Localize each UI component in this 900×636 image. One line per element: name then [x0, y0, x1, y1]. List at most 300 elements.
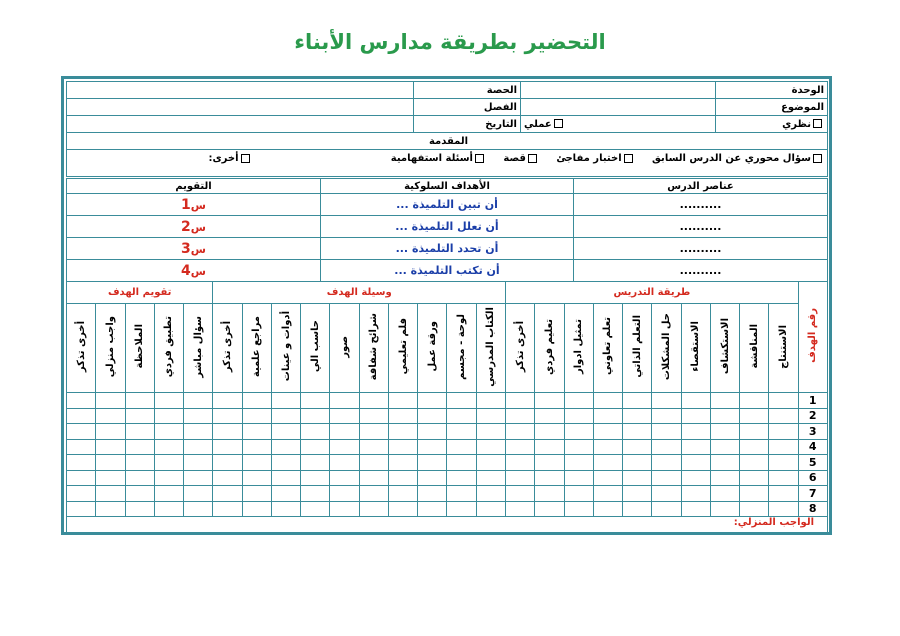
grid-cell[interactable]: [623, 455, 652, 471]
grid-cell[interactable]: [710, 439, 739, 455]
grid-cell[interactable]: [67, 455, 96, 471]
means-header: [330, 304, 359, 393]
eval-title: تقويم الهدف: [67, 282, 213, 304]
grid-cell[interactable]: [652, 424, 681, 440]
page-title: التحضير بطريقة مدارس الأبناء: [294, 30, 606, 54]
grid-cell[interactable]: [447, 439, 476, 455]
row-number: 3: [798, 424, 827, 440]
grid-cell[interactable]: [506, 439, 535, 455]
element-dots[interactable]: ..........: [574, 194, 828, 216]
grid-cell[interactable]: [535, 393, 564, 409]
grid-cell[interactable]: [476, 408, 505, 424]
grid-cell[interactable]: [769, 439, 798, 455]
grid-cell[interactable]: [242, 455, 271, 471]
grid-cell[interactable]: [535, 424, 564, 440]
grid-row: [67, 501, 828, 517]
eval-header-label: سؤال مباشر: [192, 315, 204, 378]
grid-cell[interactable]: [418, 408, 447, 424]
grid-cell[interactable]: [330, 470, 359, 486]
grid-cell[interactable]: [623, 408, 652, 424]
grid-cell[interactable]: [740, 393, 769, 409]
grid-cell[interactable]: [652, 408, 681, 424]
grid-cell[interactable]: [506, 501, 535, 517]
grid-cell[interactable]: [67, 501, 96, 517]
grid-cell[interactable]: [476, 393, 505, 409]
grid-cell[interactable]: [67, 486, 96, 502]
method-header: [769, 304, 798, 393]
q-prefix: س: [190, 242, 206, 256]
grid-cell[interactable]: [769, 455, 798, 471]
grid-cell[interactable]: [330, 408, 359, 424]
means-header: [271, 304, 300, 393]
means-header: [359, 304, 388, 393]
grid-cell[interactable]: [564, 408, 593, 424]
grid-cell[interactable]: [359, 408, 388, 424]
means-header-label: أدوات و عينات: [280, 311, 292, 382]
grid-cell[interactable]: [96, 408, 125, 424]
grid-cell[interactable]: [506, 470, 535, 486]
grid-cell[interactable]: [242, 501, 271, 517]
grid-cell[interactable]: [564, 486, 593, 502]
grid-cell[interactable]: [359, 455, 388, 471]
grid-cell[interactable]: [710, 501, 739, 517]
grid-cell[interactable]: [359, 470, 388, 486]
grid-cell[interactable]: [184, 393, 213, 409]
grid-cell[interactable]: [623, 393, 652, 409]
q4-label: أسئلة استفهامية: [390, 153, 473, 164]
grid-cell[interactable]: [740, 486, 769, 502]
grid-cell[interactable]: [564, 501, 593, 517]
row-number: 5: [798, 455, 827, 471]
q5-label: أخرى:: [208, 153, 239, 164]
method-header: [506, 304, 535, 393]
row-number: 6: [798, 470, 827, 486]
grid-cell[interactable]: [535, 455, 564, 471]
grid-cell[interactable]: [301, 470, 330, 486]
practical-option[interactable]: [521, 116, 716, 133]
grid-cell[interactable]: [184, 455, 213, 471]
method-header-label: أخرى تذكر: [514, 320, 526, 373]
grid-cell[interactable]: [593, 486, 622, 502]
grid-cell[interactable]: [476, 439, 505, 455]
grid-cell[interactable]: [154, 393, 183, 409]
grid-cell[interactable]: [652, 455, 681, 471]
method-header: [535, 304, 564, 393]
grid-cell[interactable]: [271, 501, 300, 517]
means-header: [388, 304, 417, 393]
grid-cell[interactable]: [506, 393, 535, 409]
grid-cell[interactable]: [769, 424, 798, 440]
grid-cell[interactable]: [476, 455, 505, 471]
grid-cell[interactable]: [301, 501, 330, 517]
grid-cell[interactable]: [681, 408, 710, 424]
practical-checkbox[interactable]: [554, 119, 563, 128]
grade-field[interactable]: [67, 99, 414, 116]
grid-cell[interactable]: [213, 486, 242, 502]
date-label: التاريخ: [414, 116, 521, 133]
grid-cell[interactable]: [593, 455, 622, 471]
grid-cell[interactable]: [388, 408, 417, 424]
grid-cell[interactable]: [769, 408, 798, 424]
grid-cell[interactable]: [359, 424, 388, 440]
grid-cell[interactable]: [623, 486, 652, 502]
grid-cell[interactable]: [447, 470, 476, 486]
method-header-label: الاستكشاف: [719, 318, 731, 375]
method-header: [740, 304, 769, 393]
grid-row: [67, 393, 828, 409]
grid-cell[interactable]: [388, 470, 417, 486]
q1-label: سؤال محوري عن الدرس السابق: [652, 153, 811, 164]
grid-cell[interactable]: [67, 408, 96, 424]
grid-cell[interactable]: [535, 439, 564, 455]
eval-header-label: واجب منزلي: [104, 315, 116, 378]
eval-header: [125, 304, 154, 393]
grid-cell[interactable]: [418, 424, 447, 440]
grid-cell[interactable]: [242, 486, 271, 502]
grid-cell[interactable]: [213, 501, 242, 517]
grid-cell[interactable]: [359, 501, 388, 517]
grid-cell[interactable]: [418, 455, 447, 471]
grid-cell[interactable]: [506, 408, 535, 424]
grid-cell[interactable]: [447, 424, 476, 440]
theoretical-option[interactable]: [716, 116, 828, 133]
grid-cell[interactable]: [388, 393, 417, 409]
grid-cell[interactable]: [681, 424, 710, 440]
grid-cell[interactable]: [681, 393, 710, 409]
grid-cell[interactable]: [184, 501, 213, 517]
grid-cell[interactable]: [213, 455, 242, 471]
grid-cell[interactable]: [359, 439, 388, 455]
grid-cell[interactable]: [535, 470, 564, 486]
method-header-label: تمثيل ادوار: [573, 319, 585, 374]
grid-row: [67, 470, 828, 486]
q-prefix: س: [190, 198, 206, 212]
grid-cell[interactable]: [96, 501, 125, 517]
grid-cell[interactable]: [271, 408, 300, 424]
grid-cell[interactable]: [271, 486, 300, 502]
topic-field[interactable]: [521, 99, 716, 116]
grid-cell[interactable]: [271, 470, 300, 486]
grid-cell[interactable]: [67, 424, 96, 440]
grid-cell[interactable]: [154, 501, 183, 517]
grid-cell[interactable]: [213, 439, 242, 455]
grid-cell[interactable]: [623, 439, 652, 455]
grid-cell[interactable]: [184, 486, 213, 502]
grid-cell[interactable]: [593, 470, 622, 486]
method-header-label: تعليم فردي: [543, 318, 555, 375]
grade-label: الفصل: [414, 99, 521, 116]
means-header-label: لوحة - مجسم: [456, 313, 468, 380]
grid-cell[interactable]: [681, 455, 710, 471]
unit-label: الوحدة: [716, 82, 828, 99]
grid-cell[interactable]: [681, 486, 710, 502]
method-header-label: الاستقصاء: [690, 321, 702, 372]
grid-cell[interactable]: [125, 486, 154, 502]
practical-label: عملي: [524, 118, 552, 130]
grid-cell[interactable]: [564, 439, 593, 455]
grid-cell[interactable]: [271, 455, 300, 471]
grid-cell[interactable]: [623, 424, 652, 440]
q-prefix: س: [190, 264, 206, 278]
grid-cell[interactable]: [740, 470, 769, 486]
lesson-field[interactable]: [67, 82, 414, 99]
grid-cell[interactable]: [301, 455, 330, 471]
homework-label: الواجب المنزلي:: [733, 517, 814, 528]
means-header: [447, 304, 476, 393]
q5-checkbox[interactable]: [241, 154, 250, 163]
grid-cell[interactable]: [67, 470, 96, 486]
q-number: 4: [181, 262, 191, 279]
theoretical-checkbox[interactable]: [813, 119, 822, 128]
means-header-label: أخرى تذكر: [221, 320, 233, 373]
grid-cell[interactable]: [242, 439, 271, 455]
grid-cell[interactable]: [96, 424, 125, 440]
planning-grid: [66, 281, 828, 533]
method-header-label: التعلم الذاتي: [631, 315, 643, 378]
grid-cell[interactable]: [506, 455, 535, 471]
q1-checkbox[interactable]: [813, 154, 822, 163]
grid-cell[interactable]: [535, 408, 564, 424]
grid-cell[interactable]: [388, 501, 417, 517]
grid-cell[interactable]: [154, 424, 183, 440]
grid-cell[interactable]: [740, 408, 769, 424]
grid-cell[interactable]: [301, 393, 330, 409]
grid-cell[interactable]: [271, 424, 300, 440]
grid-cell[interactable]: [681, 501, 710, 517]
grid-cell[interactable]: [710, 393, 739, 409]
grid-cell[interactable]: [564, 470, 593, 486]
means-title: وسيلة الهدف: [213, 282, 506, 304]
grid-cell[interactable]: [184, 439, 213, 455]
grid-cell[interactable]: [330, 393, 359, 409]
row-number: 4: [798, 439, 827, 455]
grid-cell[interactable]: [564, 393, 593, 409]
q3-checkbox[interactable]: [528, 154, 537, 163]
grid-cell[interactable]: [740, 501, 769, 517]
grid-cell[interactable]: [154, 486, 183, 502]
grid-cell[interactable]: [593, 393, 622, 409]
grid-cell[interactable]: [418, 501, 447, 517]
means-header: [418, 304, 447, 393]
grid-cell[interactable]: [476, 470, 505, 486]
eval-header-label: تطبيق فردي: [163, 315, 175, 378]
goals-header: الأهداف السلوكية: [321, 179, 574, 194]
grid-cell[interactable]: [447, 501, 476, 517]
goal-number-label: رقم الهدف: [807, 308, 819, 363]
grid-cell[interactable]: [67, 393, 96, 409]
grid-cell[interactable]: [593, 439, 622, 455]
grid-cell[interactable]: [96, 470, 125, 486]
grid-cell[interactable]: [388, 424, 417, 440]
grid-cell[interactable]: [96, 486, 125, 502]
grid-cell[interactable]: [681, 470, 710, 486]
grid-row: [67, 439, 828, 455]
grid-cell[interactable]: [623, 501, 652, 517]
grid-cell[interactable]: [418, 439, 447, 455]
grid-cell[interactable]: [710, 424, 739, 440]
grid-cell[interactable]: [271, 393, 300, 409]
element-dots[interactable]: ..........: [574, 216, 828, 238]
grid-cell[interactable]: [418, 486, 447, 502]
grid-cell[interactable]: [535, 486, 564, 502]
grid-cell[interactable]: [710, 408, 739, 424]
method-header: [623, 304, 652, 393]
grid-cell[interactable]: [476, 424, 505, 440]
grid-cell[interactable]: [710, 455, 739, 471]
grid-cell[interactable]: [184, 408, 213, 424]
grid-cell[interactable]: [330, 501, 359, 517]
grid-cell[interactable]: [213, 408, 242, 424]
grid-cell[interactable]: [301, 424, 330, 440]
intro-heading: المقدمة: [67, 133, 828, 150]
grid-cell[interactable]: [418, 393, 447, 409]
grid-cell[interactable]: [242, 408, 271, 424]
topic-label: الموضوع: [716, 99, 828, 116]
grid-cell[interactable]: [213, 393, 242, 409]
grid-cell[interactable]: [388, 486, 417, 502]
grid-cell[interactable]: [301, 439, 330, 455]
grid-cell[interactable]: [506, 486, 535, 502]
grid-cell[interactable]: [447, 455, 476, 471]
grid-cell[interactable]: [652, 501, 681, 517]
grid-cell[interactable]: [242, 470, 271, 486]
grid-cell[interactable]: [242, 393, 271, 409]
grid-cell[interactable]: [593, 408, 622, 424]
grid-cell[interactable]: [125, 408, 154, 424]
method-header-label: حل المشكلات: [660, 312, 672, 381]
grid-cell[interactable]: [623, 470, 652, 486]
row-number: 7: [798, 486, 827, 502]
grid-cell[interactable]: [154, 408, 183, 424]
grid-cell[interactable]: [476, 486, 505, 502]
grid-cell[interactable]: [447, 408, 476, 424]
row-number: 1: [798, 393, 827, 409]
method-header: [564, 304, 593, 393]
grid-cell[interactable]: [740, 439, 769, 455]
grid-cell[interactable]: [388, 439, 417, 455]
grid-cell[interactable]: [213, 424, 242, 440]
method-header: [593, 304, 622, 393]
methods-title: طريقة التدريس: [506, 282, 799, 304]
q3-label: قصة: [503, 153, 526, 164]
grid-cell[interactable]: [447, 486, 476, 502]
grid-cell[interactable]: [681, 439, 710, 455]
grid-cell[interactable]: [67, 439, 96, 455]
eval-header: [67, 304, 96, 393]
grid-cell[interactable]: [330, 439, 359, 455]
date-field[interactable]: [67, 116, 414, 133]
goal-number-header: [798, 282, 827, 393]
grid-cell[interactable]: [506, 424, 535, 440]
grid-cell[interactable]: [359, 393, 388, 409]
eval-header-label: الملاحظة: [134, 324, 146, 369]
grid-cell[interactable]: [125, 393, 154, 409]
grid-cell[interactable]: [184, 424, 213, 440]
grid-cell[interactable]: [125, 424, 154, 440]
row-number: 2: [798, 408, 827, 424]
grid-cell[interactable]: [740, 424, 769, 440]
grid-cell[interactable]: [652, 393, 681, 409]
grid-cell[interactable]: [564, 424, 593, 440]
method-header-label: تعلم تعاوني: [602, 317, 614, 376]
grid-cell[interactable]: [330, 486, 359, 502]
element-dots[interactable]: ..........: [574, 238, 828, 260]
grid-cell[interactable]: [593, 501, 622, 517]
grid-cell[interactable]: [388, 455, 417, 471]
means-header-label: صور: [339, 335, 351, 358]
q4-checkbox[interactable]: [475, 154, 484, 163]
grid-cell[interactable]: [154, 439, 183, 455]
method-header: [681, 304, 710, 393]
means-header: [301, 304, 330, 393]
q-number: 2: [181, 218, 191, 235]
grid-cell[interactable]: [125, 439, 154, 455]
grid-row: [67, 455, 828, 471]
eval-header: [184, 304, 213, 393]
grid-cell[interactable]: [271, 439, 300, 455]
lesson-label: الحصة: [414, 82, 521, 99]
goal-text: أن تحدد التلميذة ...: [321, 238, 574, 260]
grid-cell[interactable]: [769, 486, 798, 502]
goal-text: أن تبين التلميذة ...: [321, 194, 574, 216]
grid-cell[interactable]: [125, 455, 154, 471]
grid-cell[interactable]: [96, 455, 125, 471]
grid-cell[interactable]: [418, 470, 447, 486]
grid-cell[interactable]: [96, 393, 125, 409]
grid-cell[interactable]: [535, 501, 564, 517]
grid-cell[interactable]: [242, 424, 271, 440]
grid-cell[interactable]: [769, 393, 798, 409]
goal-text: أن تكتب التلميذة ...: [321, 260, 574, 282]
means-header-label: شرائح شفافة: [368, 312, 380, 381]
means-header: [476, 304, 505, 393]
grid-cell[interactable]: [330, 455, 359, 471]
grid-cell[interactable]: [769, 470, 798, 486]
eval-header-label: أخرى تذكر: [75, 320, 87, 373]
grid-cell[interactable]: [359, 486, 388, 502]
grid-row: [67, 486, 828, 502]
grid-cell[interactable]: [652, 439, 681, 455]
grid-cell[interactable]: [710, 470, 739, 486]
grid-cell[interactable]: [301, 486, 330, 502]
grid-cell[interactable]: [330, 424, 359, 440]
elements-header: عناصر الدرس: [574, 179, 828, 194]
grid-cell[interactable]: [125, 470, 154, 486]
grid-cell[interactable]: [593, 424, 622, 440]
grid-cell[interactable]: [184, 470, 213, 486]
grid-cell[interactable]: [301, 408, 330, 424]
grid-cell[interactable]: [476, 501, 505, 517]
element-dots[interactable]: ..........: [574, 260, 828, 282]
q2-checkbox[interactable]: [624, 154, 633, 163]
grid-cell[interactable]: [652, 470, 681, 486]
grid-cell[interactable]: [125, 501, 154, 517]
grid-cell[interactable]: [96, 439, 125, 455]
q2-label: اختبار مفاجئ: [556, 153, 622, 164]
unit-field[interactable]: [521, 82, 716, 99]
eval-header: التقويم: [67, 179, 321, 194]
grid-cell[interactable]: [652, 486, 681, 502]
grid-cell[interactable]: [154, 470, 183, 486]
method-header-label: الاستنتاج: [778, 324, 790, 369]
grid-cell[interactable]: [564, 455, 593, 471]
grid-cell[interactable]: [154, 455, 183, 471]
grid-cell[interactable]: [447, 393, 476, 409]
grid-cell[interactable]: [740, 455, 769, 471]
grid-cell[interactable]: [769, 501, 798, 517]
grid-cell[interactable]: [710, 486, 739, 502]
grid-cell[interactable]: [213, 470, 242, 486]
